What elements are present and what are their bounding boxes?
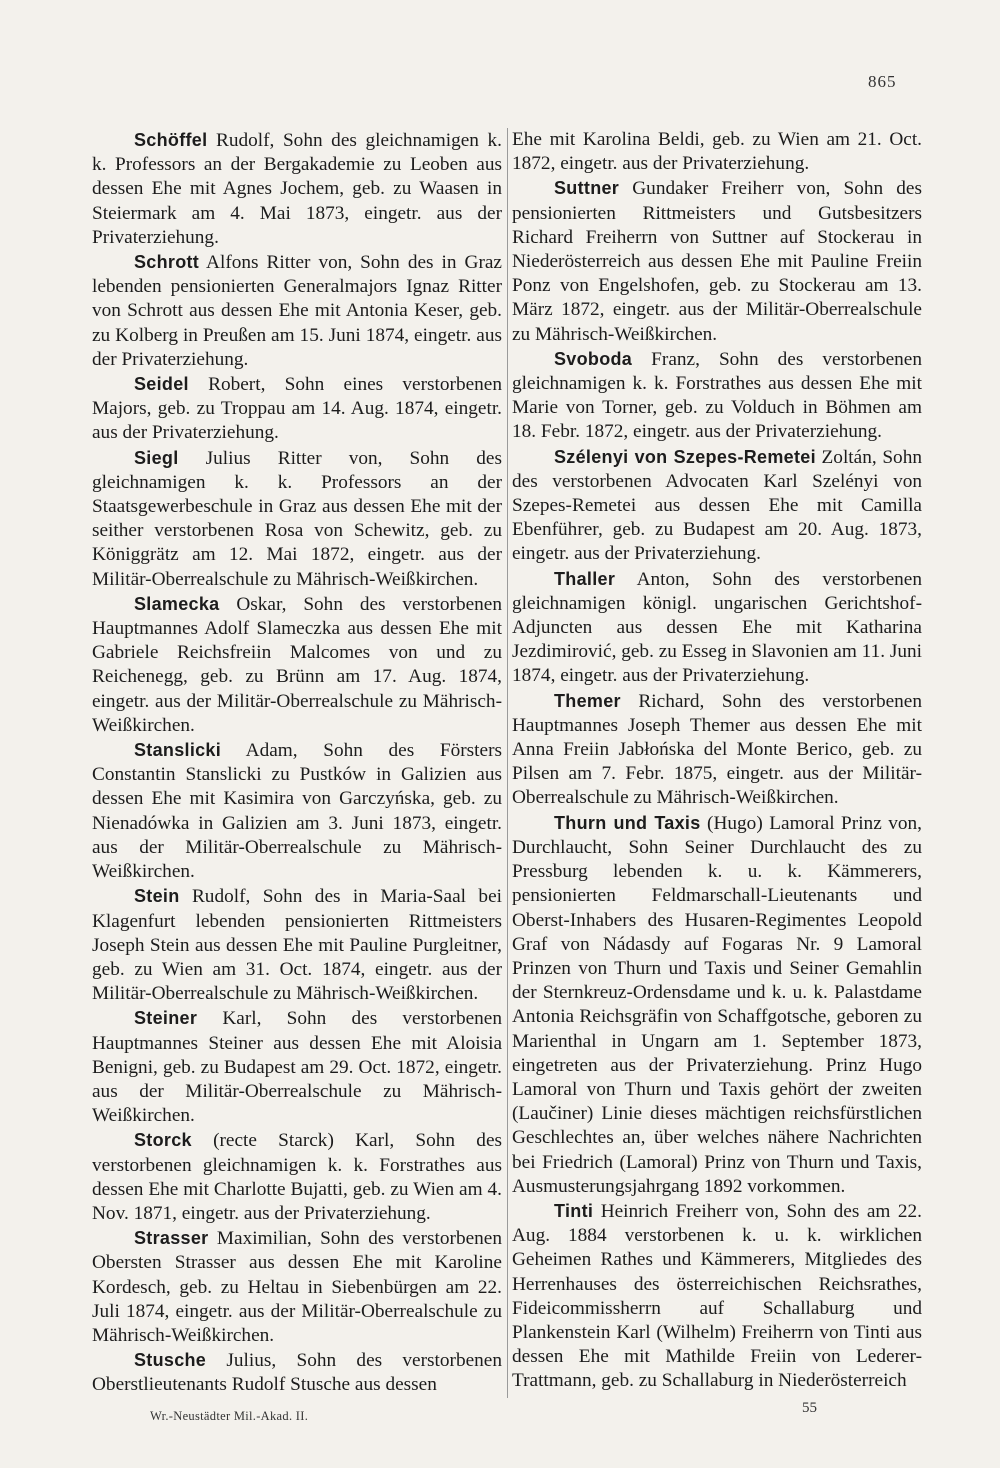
entry bbox=[512, 689, 922, 811]
entry bbox=[92, 1006, 502, 1128]
entry-name: Thurn und Taxis bbox=[554, 812, 701, 833]
left-column bbox=[92, 128, 502, 1398]
entry bbox=[92, 738, 502, 884]
entry-name: Strasser bbox=[134, 1228, 209, 1249]
entry-text: Zoltán, Sohn des verstorbenen Advocaten Karl Szelényi von Szepes-Remetei aus dessen Ehe mit Camilla Ebenführer, geb. zu Budapest am 20. Aug. 1873, eingetr. aus der Privaterziehung. bbox=[512, 446, 922, 565]
entry bbox=[512, 347, 922, 445]
entry-text: Julius, Sohn des verstorbenen Oberstlieutenants Rudolf Stusche aus dessen bbox=[92, 1350, 502, 1396]
entry-text: Robert, Sohn eines verstorbenen Majors, geb. zu Troppau am 14. Aug. 1874, eingetr. aus der Privaterziehung. bbox=[92, 374, 502, 444]
entry-text: (Hugo) Lamoral Prinz von, Durchlaucht, Sohn Seiner Durchlaucht des zu Pressburg lebenden k. u. k. Kämmerers, pensionierten Feldmarschall-Lieutenants und Oberst-Inhabers des Husaren-Regimentes Leopold Graf von Nádasdy auf Fogaras Nr. 9 Lamoral Prinzen von Thurn und Taxis und Seiner Gemahlin der Sternkreuz-Ordensdame und k. u. k. Palastdame Antonia Reichsgräfin von Schaffgotsche, geboren zu Marienthal in Ungarn am 1. September 1873, eingetreten aus der Privaterziehung. Prinz Hugo Lamoral von Thurn und Taxis gehört der zweiten (Laučiner) Linie dieses mächtigen reichsfürstlichen Geschlechtes an, über welches nähere Nachrichten bei Friedrich (Lamoral) Prinz von Thurn und Taxis, Ausmusterungsjahrgang 1892 vorkommen. bbox=[512, 812, 922, 1197]
entry bbox=[92, 884, 502, 1006]
entry-name: Thaller bbox=[554, 568, 616, 589]
entry-text: Anton, Sohn des verstorbenen gleichnamigen königl. ungarischen Gerichtshof-Adjuncten aus dessen Ehe mit Katharina Jezdimirović, geb. zu Esseg in Slavonien am 11. Juni 1874, eingetr. aus der Privaterziehung. bbox=[512, 568, 923, 687]
entry-name: Suttner bbox=[554, 178, 620, 199]
entry bbox=[512, 811, 922, 1199]
page-number: 865 bbox=[868, 72, 897, 91]
entry-text: Maximilian, Sohn des verstorbenen Obersten Strasser aus dessen Ehe mit Karoline Kordesch, geb. zu Heltau in Siebenbürgen am 22. Juli 1874, eingetr. aus der Militär-Oberrealschule zu Mährisch-Weißkirchen. bbox=[92, 1228, 502, 1346]
entry-name: Storck bbox=[134, 1130, 192, 1151]
entry bbox=[92, 128, 502, 250]
entry bbox=[92, 250, 502, 372]
entry bbox=[92, 372, 502, 446]
entry bbox=[92, 1348, 502, 1397]
entry-name: Stusche bbox=[134, 1350, 207, 1371]
entry-name: Steiner bbox=[134, 1008, 198, 1029]
entry-name: Svoboda bbox=[554, 348, 633, 369]
entry-text: Adam, Sohn des Försters Constantin Stanslicki zu Pustków in Galizien aus dessen Ehe mit Kasimira von Garczyńska, geb. zu Nienadówka in Galizien am 3. Juni 1873, eingetr. aus der Militär-Oberrealschule zu Mährisch-Weißkirchen. bbox=[92, 740, 502, 883]
entry-text: Julius Ritter von, Sohn des gleichnamigen k. k. Professors an der Staatsgewerbeschule in Graz aus dessen Ehe mit der seither verstorbenen Rosa von Schewitz, geb. zu Königgrätz am 12. Mai 1872, eingetr. aus der Militär-Oberrealschule zu Mährisch-Weißkirchen. bbox=[92, 447, 502, 590]
entry-name: Stein bbox=[134, 886, 180, 907]
entry-text: Karl, Sohn des verstorbenen Hauptmannes Steiner aus dessen Ehe mit Aloisia Benigni, geb. zu Budapest am 29. Oct. 1872, eingetr. aus der Militär-Oberrealschule zu Mährisch-Weißkirchen. bbox=[92, 1008, 502, 1127]
entry bbox=[92, 592, 502, 738]
entry-text: (recte Starck) Karl, Sohn des verstorbenen gleichnamigen k. k. Forstrathes aus dessen Ehe mit Charlotte Bujatti, geb. zu Wien am 4. Nov. 1871, eingetr. aus der Privaterziehung. bbox=[92, 1130, 503, 1224]
entry-name: Siegl bbox=[134, 447, 179, 468]
entry-text: Richard, Sohn des verstorbenen Hauptmannes Joseph Themer aus dessen Ehe mit Anna Freiin Jabłońska del Monte Berico, geb. zu Pilsen am 7. Febr. 1875, eingetr. aus der Militär-Oberrealschule zu Mährisch-Weißkirchen. bbox=[512, 690, 922, 809]
footer-note: Wr.-Neustädter Mil.-Akad. II. bbox=[150, 1409, 309, 1423]
entry-text: Alfons Ritter von, Sohn des in Graz lebenden pensionierten Generalmajors Ignaz Ritter von Schrott aus dessen Ehe mit Antonia Keser, geb. zu Kolberg in Preußen am 15. Juni 1874, eingetr. aus der Privaterziehung. bbox=[92, 252, 502, 370]
entry-name: Szélenyi von Szepes-Remetei bbox=[554, 446, 816, 467]
entry-text: Gundaker Freiherr von, Sohn des pensionierten Rittmeisters und Gutsbesitzers Richard Freiherrn von Suttner auf Stockerau in Niederösterreich aus dessen Ehe mit Pauline Freiin Ponz von Engelshofen, geb. zu Stockerau am 13. März 1872, eingetr. aus der Militär-Oberrealschule zu Mährisch-Weißkirchen. bbox=[512, 178, 922, 345]
entry bbox=[92, 1128, 502, 1226]
entry-name: Schrott bbox=[134, 252, 200, 273]
column-divider bbox=[507, 128, 508, 1398]
entry-text: Franz, Sohn des verstorbenen gleichnamigen k. k. Forstrathes aus dessen Ehe mit Marie von Torner, geb. zu Volduch in Böhmen am 18. Febr. 1872, eingetr. aus der Privaterziehung. bbox=[512, 348, 922, 443]
entry-name: Themer bbox=[554, 690, 621, 711]
entry-name: Tinti bbox=[554, 1200, 594, 1221]
entry-name: Stanslicki bbox=[134, 740, 222, 761]
entry-text: Oskar, Sohn des verstorbenen Hauptmannes Adolf Slameczka aus dessen Ehe mit Gabriele Reichsfreiin Malcomes von und zu Reichenegg, geb. zu Brünn am 17. Aug. 1874, eingetr. aus der Militär-Oberrealschule zu Mährisch-Weißkirchen. bbox=[92, 593, 502, 736]
entry-text: Heinrich Freiherr von, Sohn des am 22. Aug. 1884 verstorbenen k. u. k. wirklichen Geheimen Rathes und Kämmerers, Mitgliedes des Herrenhauses des österreichischen Reichsrathes, Fideicommissherrn auf Schallaburg und Plankenstein Karl (Wilhelm) Freiherrn von Tinti aus dessen Ehe mit Mathilde Freiin von Lederer-Trattmann, geb. zu Schallaburg in Niederösterreich bbox=[512, 1200, 922, 1392]
entry-name: Slamecka bbox=[134, 593, 220, 614]
entry bbox=[512, 176, 922, 346]
entry-continuation: Ehe mit Karolina Beldi, geb. zu Wien am 21. Oct. 1872, eingetr. aus der Privaterziehung. bbox=[512, 129, 922, 175]
entry bbox=[512, 1199, 922, 1394]
entry-name: Schöffel bbox=[134, 130, 208, 150]
entry-text: Rudolf, Sohn des in Maria-Saal bei Klagenfurt lebenden pensionierten Rittmeisters Joseph Stein aus dessen Ehe mit Pauline Purgleitner, geb. zu Wien am 31. Oct. 1874, eingetr. aus der Militär-Oberrealschule zu Mährisch-Weißkirchen. bbox=[92, 886, 502, 1005]
entry bbox=[512, 445, 922, 567]
entry bbox=[92, 1226, 502, 1348]
signature-mark: 55 bbox=[802, 1400, 817, 1416]
entry bbox=[512, 567, 922, 689]
right-column bbox=[512, 128, 922, 1394]
entry bbox=[92, 446, 502, 592]
entry-name: Seidel bbox=[134, 374, 189, 395]
entry-text: Rudolf, Sohn des gleichnamigen k. k. Professors an der Bergakademie zu Leoben aus dessen Ehe mit Agnes Jochem, geb. zu Waasen in Steiermark am 4. Mai 1873, eingetr. aus der Privaterziehung. bbox=[92, 130, 502, 248]
